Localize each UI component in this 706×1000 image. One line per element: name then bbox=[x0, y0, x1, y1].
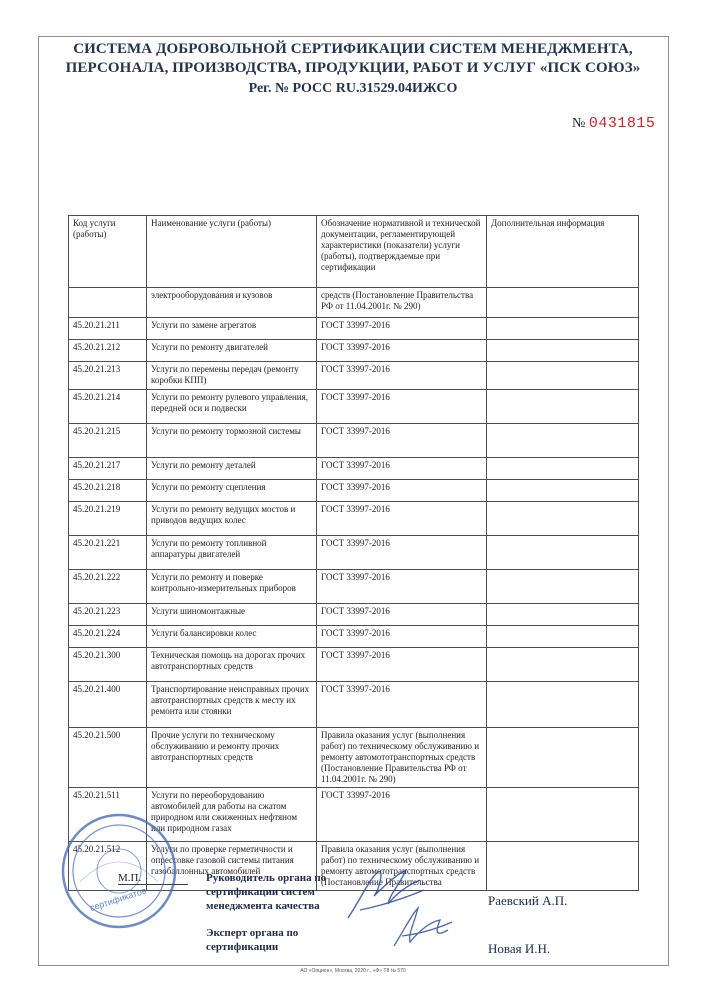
cell-doc: ГОСТ 33997-2016 bbox=[317, 502, 487, 536]
cell-info bbox=[487, 842, 639, 891]
expert-title: Эксперт органа по сертификации bbox=[206, 927, 299, 953]
cell-doc: ГОСТ 33997-2016 bbox=[317, 390, 487, 424]
cell-info bbox=[487, 626, 639, 648]
cell-code: 45.20.21.219 bbox=[69, 502, 147, 536]
cell-info bbox=[487, 424, 639, 458]
cell-code: 45.20.21.212 bbox=[69, 340, 147, 362]
cell-name: Услуги по ремонту ведущих мостов и приводов ведущих колес bbox=[147, 502, 317, 536]
header-info: Дополнительная информация bbox=[487, 216, 639, 288]
cell-code: 45.20.21.222 bbox=[69, 570, 147, 604]
cell-info bbox=[487, 390, 639, 424]
table-row bbox=[69, 570, 639, 604]
header-line-2: ПЕРСОНАЛА, ПРОИЗВОДСТВА, ПРОДУКЦИИ, РАБОТ И УСЛУГ «ПСК СОЮЗ» bbox=[65, 60, 641, 76]
cell-name: Услуги по ремонту топливной аппаратуры двигателей bbox=[147, 536, 317, 570]
cell-info bbox=[487, 570, 639, 604]
cell-info bbox=[487, 788, 639, 842]
expert-signature bbox=[388, 900, 458, 954]
cell-info bbox=[487, 288, 639, 318]
table-row bbox=[69, 480, 639, 502]
certificate-header bbox=[40, 40, 666, 98]
header-code: Код услуги (работы) bbox=[69, 216, 147, 288]
cell-code: 45.20.21.300 bbox=[69, 648, 147, 682]
cell-doc: ГОСТ 33997-2016 bbox=[317, 424, 487, 458]
cell-code: 45.20.21.217 bbox=[69, 458, 147, 480]
cell-doc: Правила оказания услуг (выполнения работ) по техническому обслуживанию и ремонту автомототранспортных средств (Постановление Правительства bbox=[317, 842, 487, 891]
cell-doc: ГОСТ 33997-2016 bbox=[317, 604, 487, 626]
table-row bbox=[69, 626, 639, 648]
header-line-1: СИСТЕМА ДОБРОВОЛЬНОЙ СЕРТИФИКАЦИИ СИСТЕМ МЕНЕДЖМЕНТА, bbox=[73, 41, 633, 57]
head-name: Раевский А.П. bbox=[488, 893, 568, 908]
header-doc: Обозначение нормативной и технической документации, регламентирующей характеристики (показатели) услуги (работы), подтверждаемые при сертификации bbox=[317, 216, 487, 288]
cell-info bbox=[487, 604, 639, 626]
cell-name: электрооборудования и кузовов bbox=[147, 288, 317, 318]
cell-doc: ГОСТ 33997-2016 bbox=[317, 570, 487, 604]
table-row bbox=[69, 362, 639, 390]
cell-info bbox=[487, 362, 639, 390]
cell-code bbox=[69, 288, 147, 318]
table-header-row bbox=[69, 216, 639, 288]
serial-number bbox=[572, 115, 668, 132]
cell-info bbox=[487, 502, 639, 536]
cell-name: Услуги балансировки колес bbox=[147, 626, 317, 648]
cell-doc: ГОСТ 33997-2016 bbox=[317, 682, 487, 728]
registration-number: Рег. № РОСС RU.31529.04ИЖСО bbox=[248, 81, 458, 96]
cell-info bbox=[487, 536, 639, 570]
cell-doc: ГОСТ 33997-2016 bbox=[317, 648, 487, 682]
table-row bbox=[69, 288, 639, 318]
cell-name: Транспортирование неисправных прочих автотранспортных средств к месту их ремонта или стоянки bbox=[147, 682, 317, 728]
cell-doc: ГОСТ 33997-2016 bbox=[317, 480, 487, 502]
cell-doc: ГОСТ 33997-2016 bbox=[317, 788, 487, 842]
cell-name: Услуги шиномонтажные bbox=[147, 604, 317, 626]
cell-name: Услуги по ремонту двигателей bbox=[147, 340, 317, 362]
table-row bbox=[69, 648, 639, 682]
cell-doc: ГОСТ 33997-2016 bbox=[317, 458, 487, 480]
table-row bbox=[69, 424, 639, 458]
cell-code: 45.20.21.511 bbox=[69, 788, 147, 842]
table-row bbox=[69, 318, 639, 340]
certification-stamp bbox=[60, 812, 178, 930]
expert-name: Новая И.Н. bbox=[488, 941, 551, 956]
cell-name: Услуги по ремонту сцепления bbox=[147, 480, 317, 502]
cell-name: Услуги по замене агрегатов bbox=[147, 318, 317, 340]
cell-code: 45.20.21.400 bbox=[69, 682, 147, 728]
table-row bbox=[69, 682, 639, 728]
cell-info bbox=[487, 340, 639, 362]
cell-info bbox=[487, 318, 639, 340]
cell-doc: ГОСТ 33997-2016 bbox=[317, 536, 487, 570]
table-row bbox=[69, 390, 639, 424]
cell-info bbox=[487, 648, 639, 682]
cell-name: Услуги по переоборудованию автомобилей для работы на сжатом природном или сжиженных нефтяном или природном газах bbox=[147, 788, 317, 842]
cell-info bbox=[487, 728, 639, 788]
cell-doc: ГОСТ 33997-2016 bbox=[317, 362, 487, 390]
table-row bbox=[69, 458, 639, 480]
cell-info bbox=[487, 682, 639, 728]
cell-info bbox=[487, 458, 639, 480]
cell-name: Прочие услуги по техническому обслуживанию и ремонту прочих автотранспортных средств bbox=[147, 728, 317, 788]
head-title: Руководитель органа по сертификации систем менеджмента качества bbox=[206, 872, 327, 912]
cell-doc: ГОСТ 33997-2016 bbox=[317, 626, 487, 648]
cell-name: Услуги по ремонту тормозной системы bbox=[147, 424, 317, 458]
cell-code: 45.20.21.213 bbox=[69, 362, 147, 390]
table-row bbox=[69, 502, 639, 536]
table-row bbox=[69, 728, 639, 788]
cell-code: 45.20.21.215 bbox=[69, 424, 147, 458]
cell-info bbox=[487, 480, 639, 502]
cell-doc: ГОСТ 33997-2016 bbox=[317, 318, 487, 340]
cell-code: 45.20.21.218 bbox=[69, 480, 147, 502]
printer-line: АО «Опцион», Москва, 2020 г., «Ф» Т8 № 570 bbox=[300, 968, 406, 974]
cell-doc: ГОСТ 33997-2016 bbox=[317, 340, 487, 362]
table-row bbox=[69, 536, 639, 570]
cell-name: Услуги по ремонту рулевого управления, передней оси и подвески bbox=[147, 390, 317, 424]
cell-code: 45.20.21.512 bbox=[69, 842, 147, 891]
services-table bbox=[68, 215, 639, 891]
stamp-text: сертификатов bbox=[88, 885, 148, 913]
serial-value: 0431815 bbox=[588, 115, 656, 132]
table-row bbox=[69, 340, 639, 362]
cell-code: 45.20.21.214 bbox=[69, 390, 147, 424]
cell-code: 45.20.21.211 bbox=[69, 318, 147, 340]
cell-name: Услуги по ремонту деталей bbox=[147, 458, 317, 480]
serial-prefix: № bbox=[572, 116, 586, 131]
cell-code: 45.20.21.221 bbox=[69, 536, 147, 570]
table-row bbox=[69, 604, 639, 626]
cell-name: Услуги по перемены передач (ремонту коробки КПП) bbox=[147, 362, 317, 390]
cell-code: 45.20.21.224 bbox=[69, 626, 147, 648]
cell-name: Техническая помощь на дорогах прочих автотранспортных средств bbox=[147, 648, 317, 682]
cell-name: Услуги по ремонту и поверке контрольно-измерительных приборов bbox=[147, 570, 317, 604]
cell-code: 45.20.21.500 bbox=[69, 728, 147, 788]
cell-doc: средств (Постановление Правительства РФ от 11.04.2001г. № 290) bbox=[317, 288, 487, 318]
seal-place-label: М.П. bbox=[118, 872, 188, 885]
header-name: Наименование услуги (работы) bbox=[147, 216, 317, 288]
cell-code: 45.20.21.223 bbox=[69, 604, 147, 626]
cell-doc: Правила оказания услуг (выполнения работ) по техническому обслуживанию и ремонту автомототранспортных средств (Постановление Правительства РФ от 11.04.2001г. № 290) bbox=[317, 728, 487, 788]
cell-name: Услуги по проверке герметичности и опрессовке газовой системы питания газобаллонных автомобилей bbox=[147, 842, 317, 891]
